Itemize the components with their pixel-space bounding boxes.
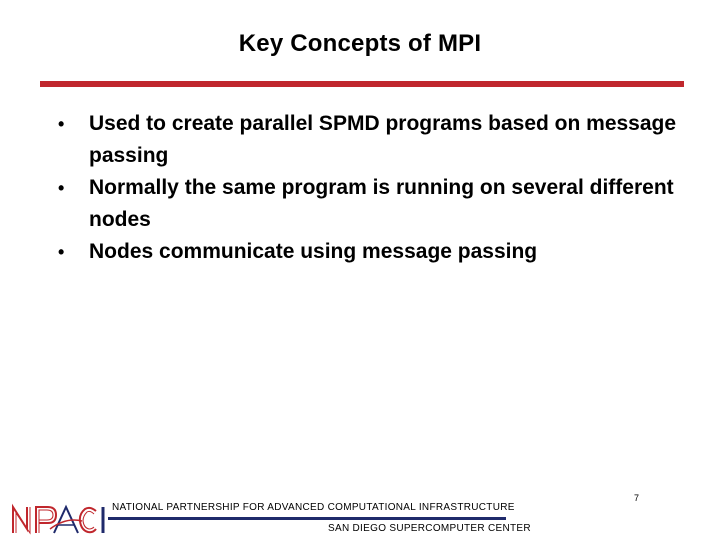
bullet-text: Normally the same program is running on several different nodes xyxy=(89,176,674,231)
slide-title: Key Concepts of MPI xyxy=(238,30,482,57)
bullet-marker: • xyxy=(58,242,65,262)
bullet-item xyxy=(58,172,698,236)
bullet-marker: • xyxy=(58,178,65,198)
npaci-logo xyxy=(10,499,110,539)
title-divider xyxy=(40,81,684,87)
bullet-item xyxy=(58,236,698,268)
footer-center-text: SAN DIEGO SUPERCOMPUTER CENTER xyxy=(328,523,531,534)
footer-partnership-text: NATIONAL PARTNERSHIP FOR ADVANCED COMPUTATIONAL INFRASTRUCTURE xyxy=(112,502,515,513)
bullet-item xyxy=(58,108,698,172)
bullet-marker: • xyxy=(58,114,65,134)
bullet-text: Nodes communicate using message passing xyxy=(89,240,538,263)
page-number: 7 xyxy=(634,493,640,503)
bullet-text: Used to create parallel SPMD programs based on message passing xyxy=(89,112,677,167)
footer-divider xyxy=(108,517,506,520)
bullet-list xyxy=(58,108,698,268)
